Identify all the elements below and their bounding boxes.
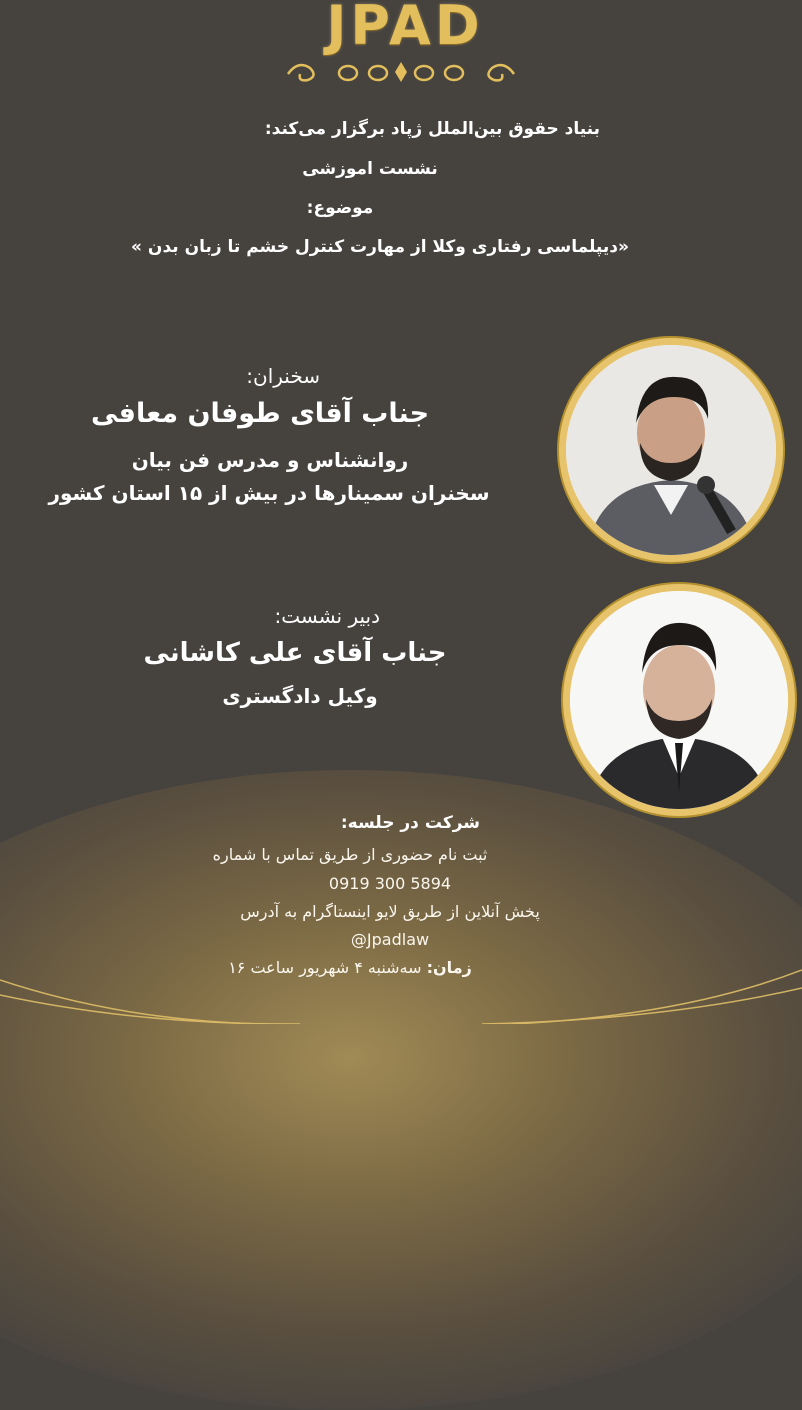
organizer-line: بنیاد حقوق بین‌الملل ژپاد برگزار می‌کند: — [264, 119, 600, 139]
logo-text: JPAD — [326, 0, 484, 57]
event-type: نشست اموزشی — [302, 159, 438, 179]
registration-text: ثبت نام حضوری از طریق تماس با شماره — [212, 845, 488, 864]
speaker-photo — [566, 345, 776, 555]
speaker-name: جناب آقای طوفان معافی — [90, 398, 430, 429]
speaker-portrait — [566, 345, 776, 555]
logo — [270, 0, 540, 60]
attendance-title: شرکت در جلسه: — [340, 813, 480, 833]
moderator-name: جناب آقای علی کاشانی — [143, 638, 447, 668]
speaker-experience: سخنران سمینارها در بیش از ۱۵ استان کشور — [48, 481, 490, 505]
speaker-label: سخنران: — [246, 364, 320, 388]
moderator-photo — [570, 591, 788, 809]
online-broadcast-text: پخش آنلاین از طریق لایو اینستاگرام به آدرس — [240, 902, 540, 921]
bottom-glow — [0, 770, 802, 1410]
phone-number[interactable]: 0919 300 5894 — [328, 874, 452, 893]
instagram-handle[interactable]: @Jpadlaw — [350, 930, 430, 949]
time-value: سه‌شنبه ۴ شهریور ساعت ۱۶ — [228, 958, 427, 977]
moderator-label: دبیر نشست: — [274, 604, 380, 628]
moderator-portrait — [570, 591, 788, 809]
bottom-gold-waves — [0, 940, 802, 1024]
topic-title: «دیپلماسی رفتاری وکلا از مهارت کنترل خشم تا زبان بدن » — [131, 237, 629, 257]
event-time — [40, 958, 660, 977]
topic-label: موضوع: — [306, 198, 374, 218]
ornament-divider — [138, 52, 664, 92]
speaker-role: روانشناس و مدرس فن بیان — [131, 448, 409, 472]
time-label: زمان: — [426, 958, 472, 977]
moderator-role: وکیل دادگستری — [222, 684, 378, 708]
